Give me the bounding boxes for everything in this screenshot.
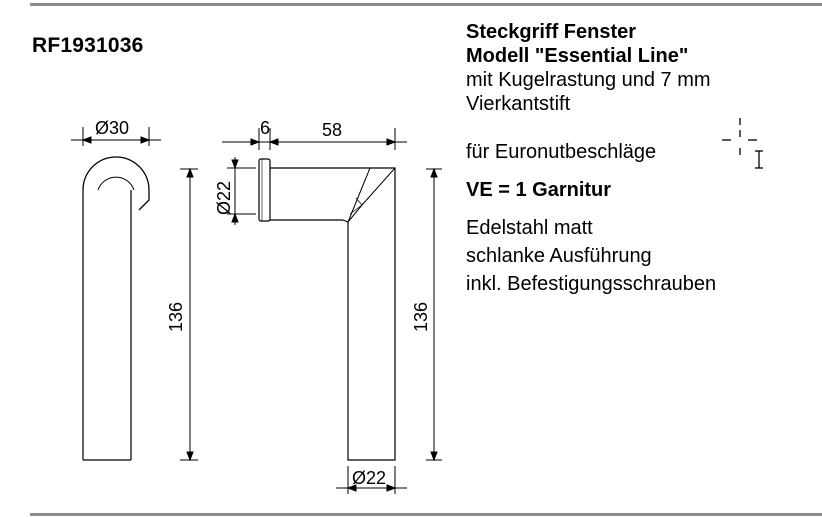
- label-height-front: 136: [166, 301, 186, 332]
- article-number: RF1931036: [32, 34, 144, 57]
- label-rose-thickness: 6: [260, 118, 271, 138]
- included-text: inkl. Befestigungsschrauben: [466, 273, 717, 295]
- packaging-text: VE = 1 Garnitur: [466, 179, 612, 201]
- bottom-rule: [30, 513, 822, 516]
- label-height-side: 136: [411, 301, 431, 332]
- design-text: schlanke Ausführung: [466, 245, 652, 267]
- feature-line-1: mit Kugelrastung und 7 mm: [466, 69, 711, 91]
- label-lever-length: 58: [322, 120, 343, 140]
- side-view-handle: [259, 159, 395, 460]
- fitting-text: für Euronutbeschläge: [466, 141, 657, 163]
- label-grip-diameter: Ø22: [352, 468, 387, 488]
- dim-top-lengths: [222, 128, 407, 150]
- label-neck-diameter: Ø22: [214, 180, 234, 215]
- material-text: Edelstahl matt: [466, 217, 593, 239]
- profile-cross-icon: [720, 118, 780, 178]
- label-rose-diameter: Ø30: [95, 118, 130, 138]
- feature-line-2: Vierkantstift: [466, 93, 571, 115]
- title-line-2: Modell "Essential Line": [466, 45, 689, 67]
- front-view-handle: [83, 157, 149, 460]
- title-line-1: Steckgriff Fenster: [466, 21, 637, 43]
